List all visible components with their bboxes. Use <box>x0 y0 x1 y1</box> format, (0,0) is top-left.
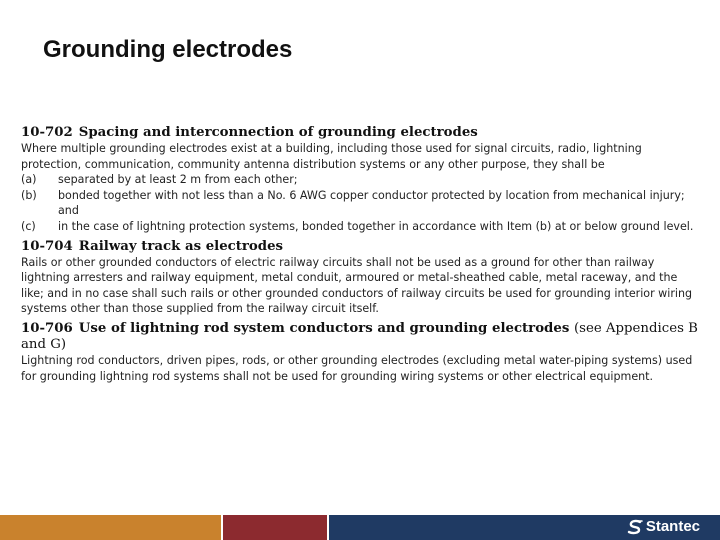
section-10-702 <box>21 125 701 235</box>
item-label: (b) <box>21 188 37 202</box>
section-title: Railway track as electrodes <box>78 238 284 254</box>
section-10-706 <box>21 321 701 384</box>
code-excerpt <box>21 124 701 388</box>
item-text: separated by at least 2 m from each other; <box>58 173 298 187</box>
section-number: 10-702 <box>21 125 73 140</box>
footer-bar <box>0 515 720 540</box>
section-number: 10-706 <box>21 320 73 336</box>
list-item <box>21 188 701 219</box>
item-text: in the case of lightning protection systems, bonded together in accordance with Item (b) at or below ground level. <box>58 219 694 233</box>
footer-band-maroon <box>223 515 327 540</box>
section-note: (see Appendices B and G) <box>21 320 698 352</box>
section-number: 10-704 <box>21 238 73 254</box>
item-label: (c) <box>21 219 36 233</box>
stantec-logo-icon <box>627 519 643 535</box>
section-heading <box>21 239 701 255</box>
section-10-704 <box>21 239 701 317</box>
brand-logo <box>627 518 700 535</box>
section-intro: Where multiple grounding electrodes exist at a building, including those used for signal circuits, radio, lightning protection, communication, community antenna distribution systems or any other purpose, they shall be <box>21 142 642 171</box>
brand-name: Stantec <box>645 518 700 535</box>
section-heading <box>21 321 701 353</box>
item-label: (a) <box>21 173 37 187</box>
section-body: Rails or other grounded conductors of electric railway circuits shall not be used as a ground for other than railway lightning arresters and railway equipment, metal conduit, armoured or metal-sheathed cable, metal raceway, and the like; and in no case shall such rails or other grounded conductors of railway circuits be used for grounding interior wiring systems other than those supplied from the railway circuit itself. <box>21 255 693 316</box>
slide-title: Grounding electrodes <box>43 36 293 63</box>
list-item <box>21 172 701 188</box>
item-text: bonded together with not less than a No. 6 AWG copper conductor protected by location from mechanical injury; and <box>58 188 685 218</box>
footer-band-navy <box>329 515 720 540</box>
section-title: Use of lightning rod system conductors and grounding electrodes <box>78 320 570 336</box>
list-item <box>21 219 701 235</box>
section-heading <box>21 125 701 141</box>
footer-band-orange <box>0 515 221 540</box>
section-title: Spacing and interconnection of grounding electrodes <box>78 125 478 140</box>
section-body: Lightning rod conductors, driven pipes, rods, or other grounding electrodes (excluding metal water-piping systems) used for grounding lightning rod systems shall not be used for grounding wiring systems or other electrical equipment. <box>21 353 693 383</box>
